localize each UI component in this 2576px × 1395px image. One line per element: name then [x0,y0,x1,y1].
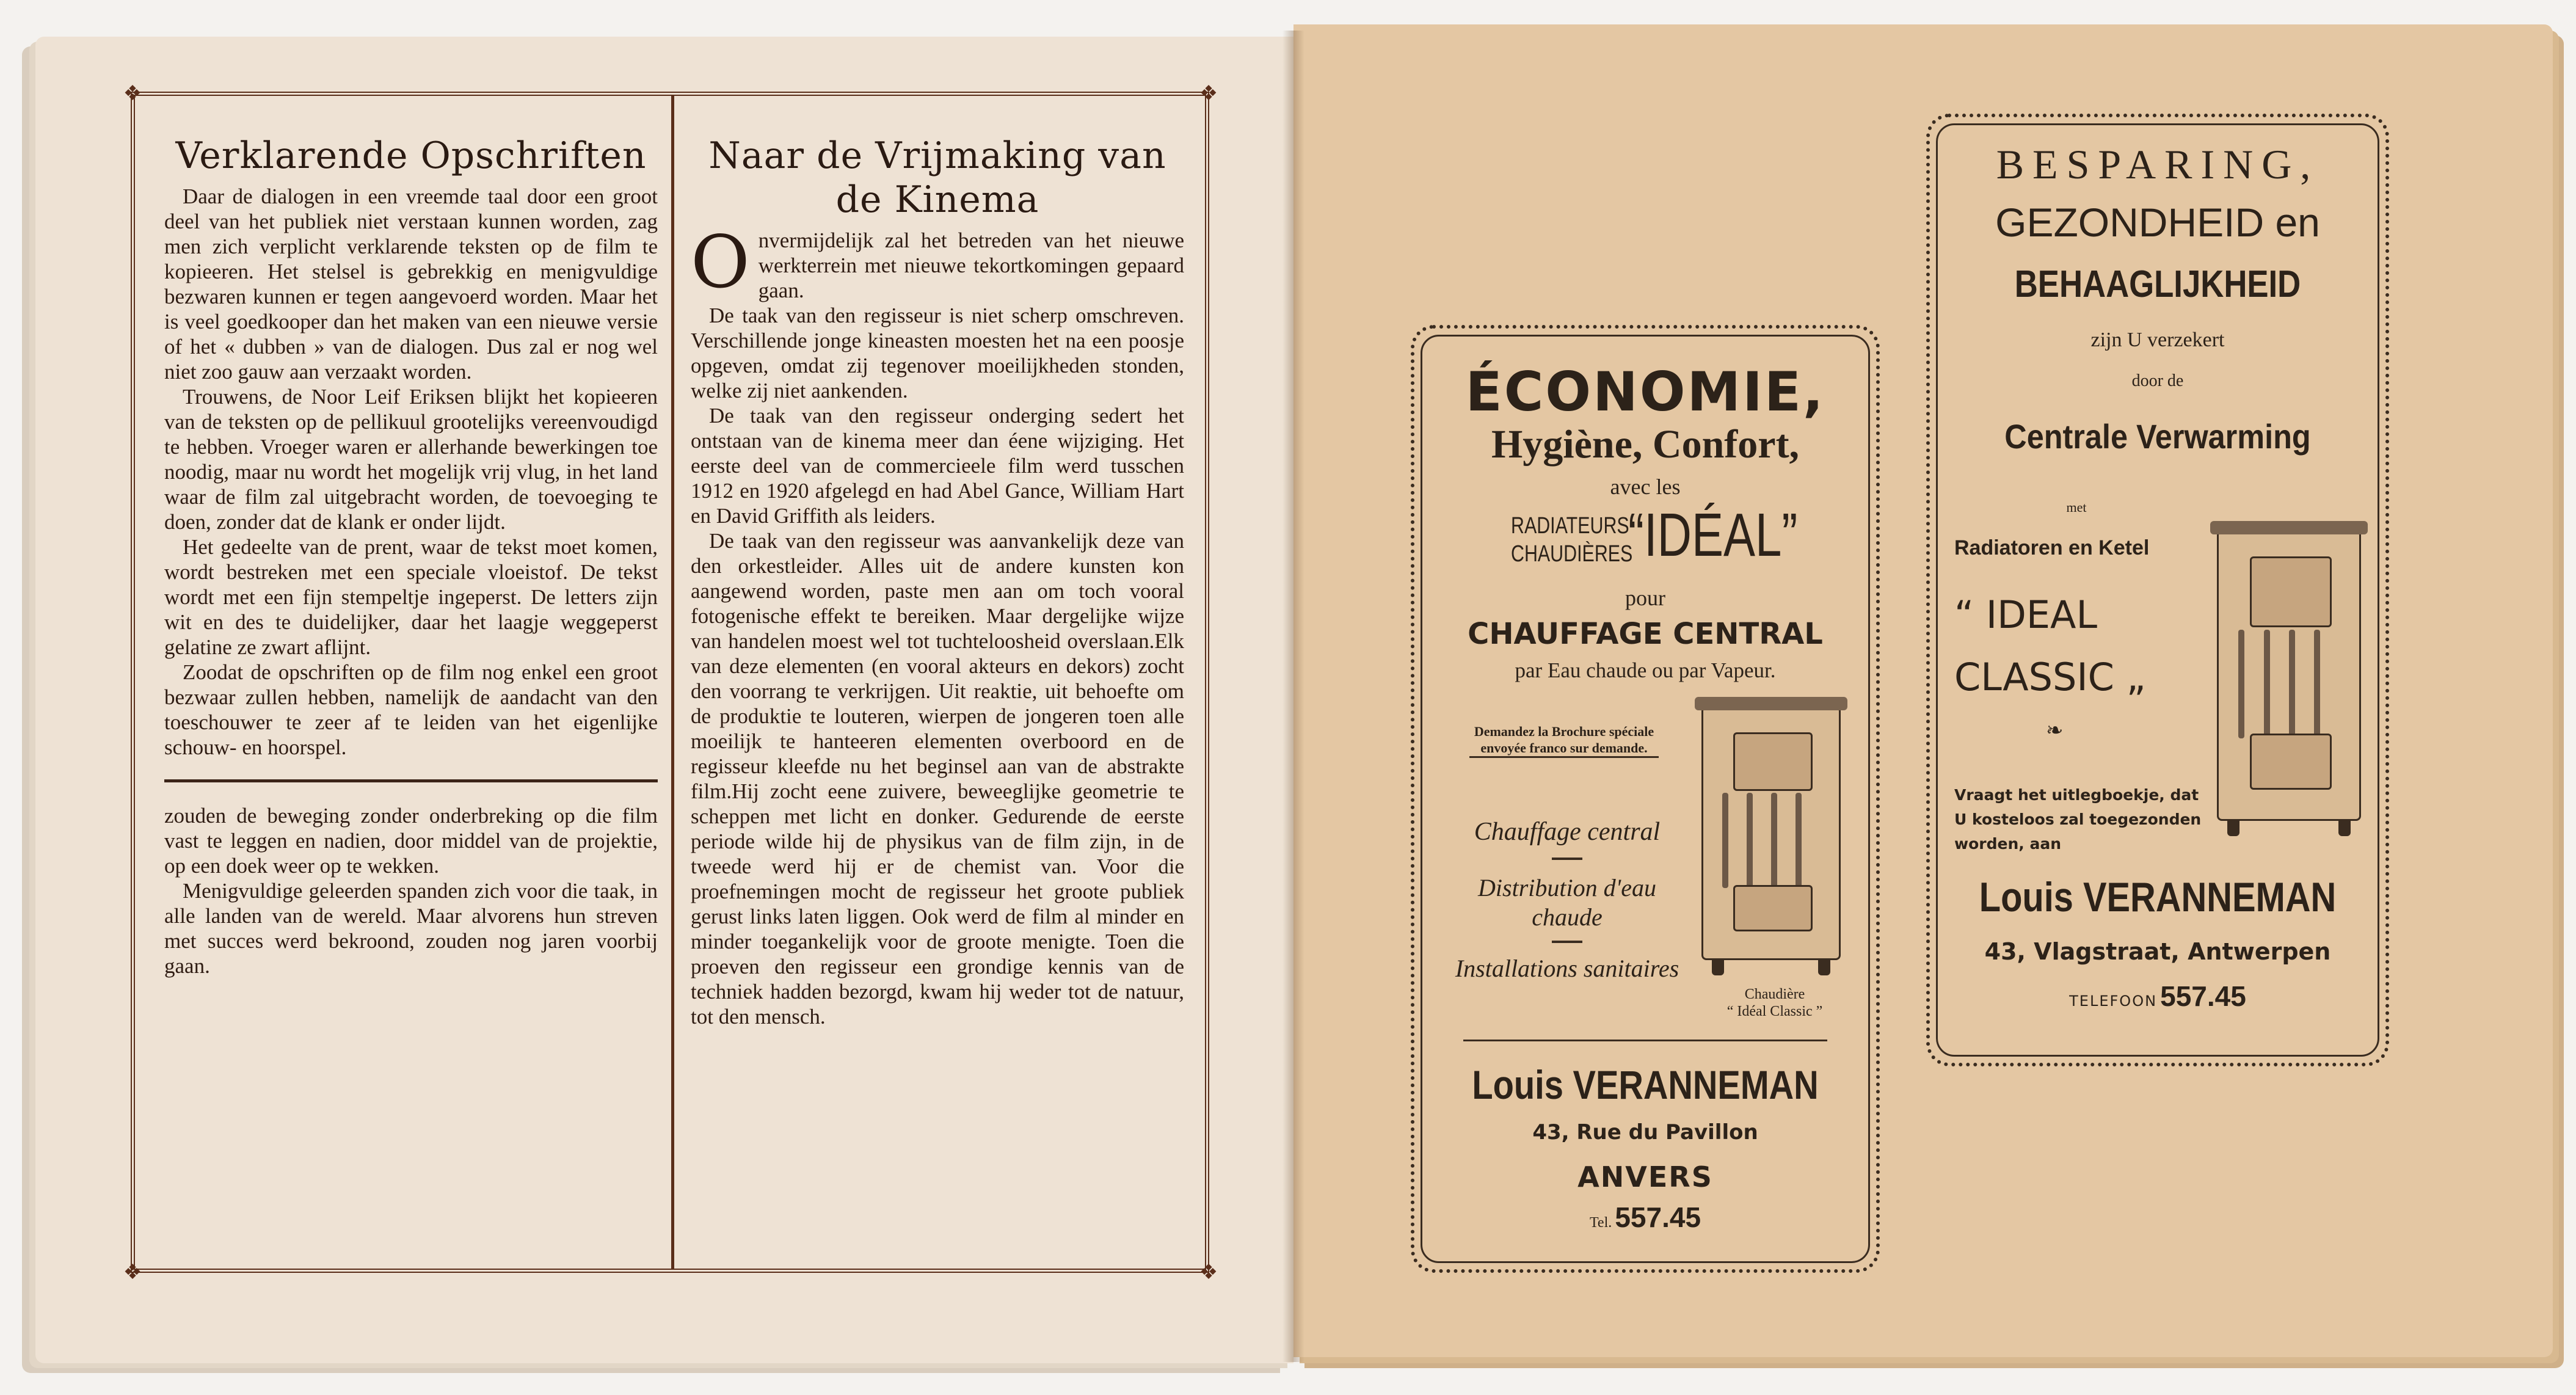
boiler-leg [2338,819,2351,836]
advert-ideal-dutch [1926,114,2389,1066]
boiler-top [1695,697,1847,710]
advert-subheadline: Hygiène, Confort, [1491,422,1800,467]
boiler-fin [1722,793,1728,888]
paragraph: De taak van den regisseur onderging sedert het ontstaan van de kinema meer dan éene wijziging. Het eerste deel van de commercieele film werd tusschen 1912 en 1920 afgelegd en had Abel Gance, William Hart en David Griffith als leiders. [691,404,1184,528]
article-title-1: Verklarende Opschriften [175,134,647,177]
book-gutter [1283,31,1304,1362]
brand-ideal: “IDÉAL” [1628,501,1798,569]
paragraph: Zoodat de opschriften op de film nog enkel een groot bezwaar zullen hebben, namelijk de aandacht van den toeschouwer te zeer af te leiden van het eigenlijke schouw- en hoorspel. [164,660,658,759]
boiler-caption-line: “ Idéal Classic ” [1726,1003,1823,1019]
advert-headline-3: BEHAAGLIJKHEID [2014,263,2301,305]
company-name: Louis VERANNEMAN [1472,1062,1819,1107]
advert-rule [1463,1040,1827,1041]
boiler-leg [2227,819,2239,836]
boiler-caption-line: Chaudière [1744,986,1805,1002]
boiler-leg [1712,958,1724,975]
radiateurs-block [1500,512,1633,568]
telephone-label: Tel. [1589,1215,1612,1231]
telephone-number: 557.45 [1615,1201,1701,1233]
section-divider [164,779,658,782]
paragraph: Daar de dialogen in een vreemde taal door een groot deel van het publiek niet verstaan kunnen worden, zag men zich verplicht verklarende teksten op de film te kopieeren. Het stelsel is gebrekkig en menigvuldige bezwaren kunnen er tegen aangevoerd worden. Maar het is veel goedkooper dan het maken van een nieuwe versie of het « dubben » van de dialogen. Dus zal er nog wel niet zoo gauw aan verzaakt worden. [164,184,658,384]
booklet-note: Vraagt het uitlegboekje, dat U kosteloos zal toegezonden worden, aan [1954,786,2202,853]
service-item: Chauffage central [1474,818,1661,846]
boiler-door [2250,556,2332,627]
advert-text: par Eau chaude ou par Vapeur. [1515,658,1776,682]
brand-classic: CLASSIC „ [1954,655,2146,699]
column-divider [671,96,674,1269]
advert-headline-2: GEZONDHEID en [1995,200,2320,245]
telephone-number: 557.45 [2160,980,2246,1012]
company-address: 43, Rue du Pavillon [1532,1120,1758,1145]
paragraph [691,220,1184,304]
ornament-icon: ❧ [2046,719,2064,742]
service-item: Installations sanitaires [1455,955,1679,982]
corner-ornament-icon: ❖ [123,81,142,106]
telephone-line [1930,980,2385,1013]
boiler-fin [2238,630,2244,739]
boiler-fin [2264,630,2270,739]
chauffage-central-heading: CHAUFFAGE CENTRAL [1468,617,1823,651]
boiler-illustration-icon [2217,530,2361,821]
article-title-2: Naar de Vrijmaking van de Kinema [708,134,1166,221]
company-name: Louis VERANNEMAN [1979,874,2337,920]
service-item: Distribution d'eau chaude [1478,874,1656,931]
brand-ideal: “ IDEAL [1954,592,2097,637]
corner-ornament-icon: ❖ [1199,81,1218,106]
paragraph: zouden de beweging zonder onderbreking op die film vast te leggen en nadien, door middel van de projektie, op een doek weer op te wekken. [164,804,658,878]
advert-text: zijn U verzekert [2090,329,2225,351]
company-city: ANVERS [1577,1160,1713,1193]
article-column-2 [691,96,1184,1029]
advert-text: met [2066,500,2087,515]
chaudieres-label: CHAUDIÈRES [1511,541,1633,567]
advert-ideal-french [1411,325,1880,1273]
corner-ornament-icon: ❖ [1199,1260,1218,1284]
advert-text: pour [1625,586,1665,610]
advert-headline: BESPARING, [1996,141,2319,188]
corner-ornament-icon: ❖ [123,1260,142,1284]
paragraph: Trouwens, de Noor Leif Eriksen blijkt het kopieeren van de teksten op de pellikuul grootelijks vereenvoudigd te hebben. Vroeger waren er allerhande bewerkingen toe noodig, maar nu wordt het mogelijk vrij vlug, in het land waar de film zal uitgebracht worden, de toevoeging te doen, zonder dat de klank er onder lijdt. [164,385,658,534]
boiler-fin [2314,630,2320,739]
boiler-door [1733,732,1813,791]
paragraph: De taak van den regisseur is niet scherp omschreven. Verschillende jonge kineasten moesten het na een poosje opgeven, omdat zij tegenover moeilijkheden stonden, welke zij niet aankenden. [691,304,1184,402]
boiler-ash-door [1733,885,1813,931]
boiler-fin [1747,793,1753,888]
paragraph: Het gedeelte van de prent, waar de tekst moet komen, wordt bestreken met een speciale vloeistof. De tekst wordt met een fijn stempeltje ingeperst. De letters zijn wit en des te duidelijker, daar het laagje weggeperst gelatine ze zwart aflijnt. [164,535,658,659]
paragraph-text: nvermijdelijk zal het betreden van het nieuwe werkterrein met nieuwe tekortkomingen gepaard gaan. [758,228,1184,302]
boiler-ash-door [2250,734,2332,790]
advert-text: avec les [1610,475,1681,499]
advert-headline: ÉCONOMIE, [1465,360,1825,423]
boiler-fin [1796,793,1802,888]
boiler-leg [1818,958,1830,975]
telephone-label: TELEFOON [2069,993,2158,1010]
boiler-top [2210,521,2368,534]
radiateurs-label: RADIATEURS [1511,513,1629,539]
paragraph: Menigvuldige geleerden spanden zich voor die taak, in alle landen van de wereld. Maar alvorens hun streven met succes werd bekroond, zouden nog jaren voorbij gaan. [164,879,658,978]
boiler-fin [2289,630,2295,739]
advert-text: door de [2131,371,2184,390]
telephone-line [1414,1201,1876,1234]
company-address: 43, Vlagstraat, Antwerpen [1984,938,2331,965]
boiler-illustration-icon [1701,706,1841,960]
radiatoren-label: Radiatoren en Ketel [1954,536,2150,559]
drop-cap: O [691,220,750,304]
divider-dash [1552,858,1582,860]
service-heading: Centrale Verwarming [2004,417,2311,456]
brochure-note: Demandez la Brochure spéciale envoyée franco sur demande. [1469,723,1659,758]
divider-dash [1552,941,1582,943]
article-column-1 [164,96,658,978]
paragraph: De taak van den regisseur was aanvankelijk deze van den orkestleider. Alles uit de andere kunsten kon aangewend worden, paste men aan om toch vooral fotogenische effekt te bereiken. Maar dergelijke wijze van handelen moest wel tot tuchteloosheid overslaan.Elk van deze elementen (en vooral akteurs en dekors) zocht den voorrang te verkrijgen. Uit reaktie, uit behoefte om de produktie te louteren, wierpen de jongeren toen alle moeilijk te hanteeren elementen overboord en de regisseur kleefde nu het beginsel aan van de abstrakte film.Hij zocht eene zuivere, beweeglijke geometrie te scheppen met licht en donker. Gedurende de eerste periode wilde hij de physikus van de film zijn, in de tweede werd hij er de chemist van. Voor die proefnemingen mocht de regisseur het groote publiek gerust links laten liggen. Ook werd de film al minder en minder toegankelijk voor de groote menigte. Toen die proeven den regisseur een grondige kennis van de techniek hadden bezorgd, kwam hij weder tot de natuur, tot den mensch. [691,529,1184,1029]
boiler-fin [1771,793,1777,888]
boiler-caption [1708,986,1842,1020]
article-frame [131,92,1209,1273]
